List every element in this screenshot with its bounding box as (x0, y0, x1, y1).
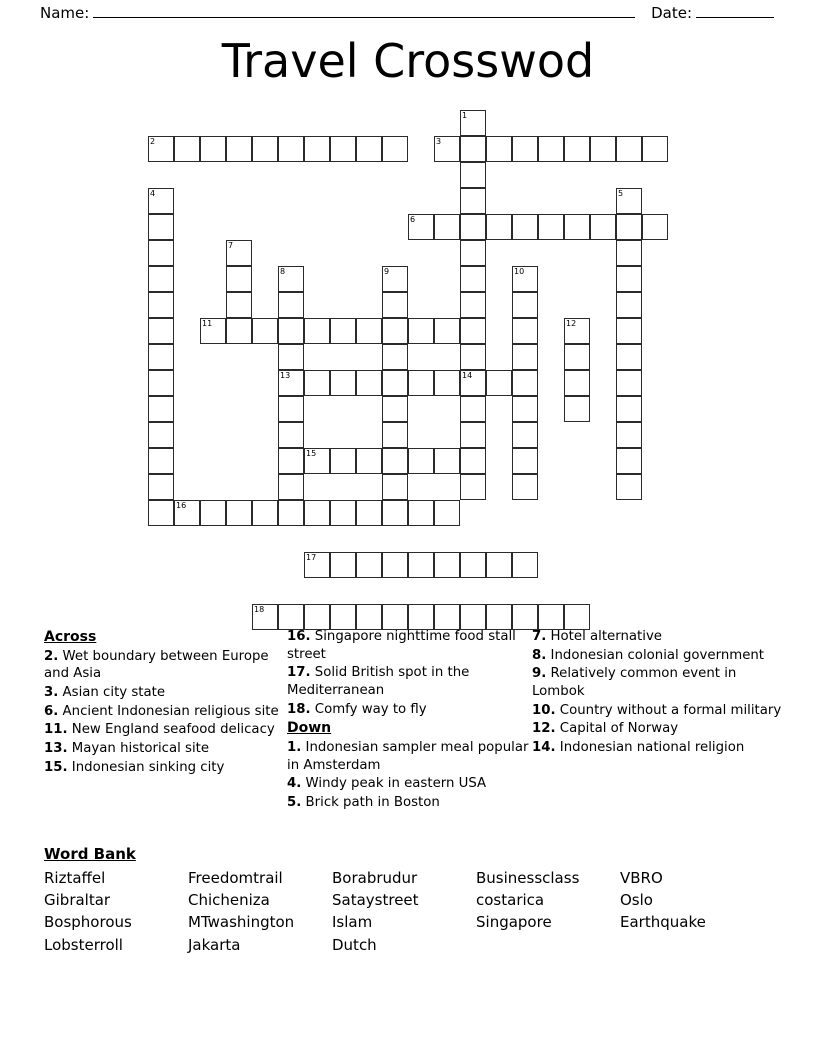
grid-cell[interactable] (304, 552, 330, 578)
grid-cell[interactable] (226, 292, 252, 318)
clue-item-text: Mayan historical site (67, 740, 210, 756)
clue-item-number: 4. (287, 776, 302, 792)
clue-number: 2 (150, 137, 156, 146)
grid-cell[interactable] (200, 500, 226, 526)
grid-cell[interactable] (382, 266, 408, 292)
grid-cell[interactable] (616, 318, 642, 344)
word-bank-grid (44, 867, 784, 956)
grid-cell[interactable] (148, 136, 174, 162)
grid-cell[interactable] (226, 136, 252, 162)
grid-cell[interactable] (226, 266, 252, 292)
word-bank-word[interactable]: Singapore (476, 913, 552, 932)
clue-item (44, 740, 289, 758)
grid-cell[interactable] (356, 552, 382, 578)
grid-cell[interactable] (278, 448, 304, 474)
grid-cell[interactable] (278, 266, 304, 292)
clue-item (287, 701, 532, 719)
grid-cell[interactable] (148, 292, 174, 318)
clue-item-number: 14. (532, 740, 556, 756)
grid-cell[interactable] (434, 500, 460, 526)
grid-cell[interactable] (330, 136, 356, 162)
grid-cell[interactable] (616, 292, 642, 318)
grid-cell[interactable] (434, 318, 460, 344)
clue-number: 11 (202, 319, 213, 328)
grid-cell[interactable] (512, 422, 538, 448)
clue-item (532, 665, 782, 700)
clue-number: 18 (254, 605, 265, 614)
word-bank-word[interactable]: costarica (476, 891, 545, 910)
clue-item-number: 5. (287, 794, 302, 810)
grid-cell[interactable] (330, 604, 356, 630)
clue-number: 12 (566, 319, 577, 328)
grid-cell[interactable] (642, 136, 668, 162)
grid-cell[interactable] (642, 214, 668, 240)
grid-cell[interactable] (278, 344, 304, 370)
grid-cell[interactable] (408, 214, 434, 240)
name-label: Name: (40, 4, 90, 22)
grid-cell[interactable] (278, 474, 304, 500)
grid-cell[interactable] (564, 370, 590, 396)
grid-cell[interactable] (616, 474, 642, 500)
clue-item-text: Singapore nighttime food stall street (287, 629, 516, 662)
grid-cell[interactable] (356, 136, 382, 162)
grid-cell[interactable] (460, 422, 486, 448)
grid-cell[interactable] (304, 136, 330, 162)
clue-item-text: Comfy way to fly (310, 701, 427, 717)
clue-item-number: 12. (532, 721, 556, 737)
clue-number: 6 (410, 215, 416, 224)
grid-cell[interactable] (434, 370, 460, 396)
clue-item (287, 794, 532, 812)
grid-cell[interactable] (512, 344, 538, 370)
clue-item-text: Indonesian colonial government (546, 647, 765, 663)
grid-cell[interactable] (382, 136, 408, 162)
word-bank-word[interactable]: Chicheniza (188, 891, 270, 910)
word-bank-word[interactable]: Bosphorous (44, 913, 132, 932)
grid-cell[interactable] (460, 318, 486, 344)
clue-column-1 (44, 628, 289, 777)
clue-item-text: Hotel alternative (546, 629, 662, 644)
grid-cell[interactable] (512, 474, 538, 500)
word-bank-word[interactable]: Sataystreet (332, 891, 419, 910)
grid-cell[interactable] (382, 396, 408, 422)
grid-cell[interactable] (148, 188, 174, 214)
clue-item (44, 648, 289, 683)
grid-cell[interactable] (382, 474, 408, 500)
grid-cell[interactable] (512, 396, 538, 422)
clue-number: 14 (462, 371, 473, 380)
grid-cell[interactable] (460, 370, 486, 396)
grid-cell[interactable] (226, 240, 252, 266)
grid-cell[interactable] (590, 214, 616, 240)
clue-number: 1 (462, 111, 468, 120)
grid-cell[interactable] (616, 136, 642, 162)
grid-cell[interactable] (200, 136, 226, 162)
grid-cell[interactable] (486, 552, 512, 578)
grid-cell[interactable] (512, 318, 538, 344)
clue-item-number: 16. (287, 629, 311, 644)
clue-item-text: New England seafood delicacy (67, 722, 275, 738)
grid-cell[interactable] (330, 500, 356, 526)
grid-cell[interactable] (434, 604, 460, 630)
grid-cell[interactable] (616, 422, 642, 448)
grid-cell[interactable] (512, 604, 538, 630)
grid-cell[interactable] (304, 448, 330, 474)
word-bank-word[interactable]: Jakarta (188, 935, 241, 954)
grid-cell[interactable] (564, 396, 590, 422)
grid-cell[interactable] (434, 136, 460, 162)
clue-item (44, 703, 289, 721)
grid-cell[interactable] (252, 500, 278, 526)
grid-cell[interactable] (486, 214, 512, 240)
grid-cell[interactable] (278, 318, 304, 344)
grid-cell[interactable] (330, 370, 356, 396)
clue-item-text: Capital of Norway (555, 721, 679, 737)
grid-cell[interactable] (382, 448, 408, 474)
clue-number: 4 (150, 189, 156, 198)
grid-cell[interactable] (304, 370, 330, 396)
clue-item (532, 720, 782, 738)
clue-number: 9 (384, 267, 390, 276)
grid-cell[interactable] (460, 292, 486, 318)
grid-cell[interactable] (616, 370, 642, 396)
clue-item-text: Relatively common event in Lombok (532, 666, 737, 700)
clue-item-number: 10. (532, 702, 556, 718)
grid-cell[interactable] (382, 500, 408, 526)
grid-cell[interactable] (564, 604, 590, 630)
grid-cell[interactable] (148, 266, 174, 292)
word-bank-word[interactable]: Freedomtrail (188, 869, 283, 887)
grid-cell[interactable] (382, 552, 408, 578)
grid-cell[interactable] (408, 500, 434, 526)
clue-item (44, 759, 289, 777)
grid-cell[interactable] (616, 240, 642, 266)
grid-cell[interactable] (356, 318, 382, 344)
clue-item (44, 684, 289, 702)
clue-item-number: 7. (532, 629, 547, 644)
grid-cell[interactable] (564, 318, 590, 344)
clue-section-heading: Down (287, 720, 332, 737)
word-bank-word[interactable]: MTwashington (188, 913, 295, 932)
grid-cell[interactable] (512, 136, 538, 162)
grid-cell[interactable] (356, 370, 382, 396)
clue-item (532, 739, 782, 757)
grid-cell[interactable] (408, 318, 434, 344)
grid-cell[interactable] (382, 344, 408, 370)
clue-item-number: 18. (287, 701, 311, 717)
grid-cell[interactable] (148, 448, 174, 474)
grid-cell[interactable] (538, 604, 564, 630)
grid-cell[interactable] (408, 552, 434, 578)
grid-cell[interactable] (512, 370, 538, 396)
word-bank-word[interactable]: Riztaffel (44, 869, 106, 887)
grid-cell[interactable] (382, 292, 408, 318)
grid-cell[interactable] (460, 396, 486, 422)
clue-item-text: Indonesian sampler meal popular in Amsterdam (287, 739, 529, 773)
word-bank-word[interactable]: Gibraltar (44, 891, 111, 910)
word-bank-word[interactable]: Lobsterroll (44, 935, 123, 954)
clue-item-text: Indonesian sinking city (67, 759, 225, 775)
word-bank-row (44, 889, 784, 911)
clue-item (287, 739, 532, 774)
grid-cell[interactable] (434, 552, 460, 578)
grid-cell[interactable] (460, 344, 486, 370)
word-bank-row (44, 934, 784, 956)
clue-column-3 (532, 628, 782, 758)
grid-cell[interactable] (382, 422, 408, 448)
grid-cell[interactable] (408, 370, 434, 396)
grid-cell[interactable] (356, 604, 382, 630)
clue-item-number: 6. (44, 703, 59, 719)
grid-cell[interactable] (616, 448, 642, 474)
grid-cell[interactable] (252, 318, 278, 344)
grid-cell[interactable] (486, 370, 512, 396)
grid-cell[interactable] (382, 318, 408, 344)
clue-item (287, 664, 532, 699)
clue-number: 13 (280, 371, 291, 380)
grid-cell[interactable] (512, 448, 538, 474)
grid-cell[interactable] (590, 136, 616, 162)
grid-cell[interactable] (616, 344, 642, 370)
grid-cell[interactable] (460, 474, 486, 500)
grid-cell[interactable] (460, 448, 486, 474)
word-bank-word[interactable]: VBRO (620, 869, 663, 887)
grid-cell[interactable] (616, 396, 642, 422)
grid-cell[interactable] (304, 500, 330, 526)
clue-item-text: Wet boundary between Europe and Asia (44, 648, 269, 682)
word-bank-empty (476, 934, 620, 956)
clue-item (532, 628, 782, 646)
grid-cell[interactable] (174, 500, 200, 526)
page-title: Travel Crosswod (221, 34, 595, 88)
grid-cell[interactable] (460, 266, 486, 292)
date-label: Date: (651, 4, 692, 22)
clue-item-text: Windy peak in eastern USA (301, 776, 487, 792)
grid-cell[interactable] (356, 500, 382, 526)
clue-item (287, 775, 532, 793)
clue-item (44, 721, 289, 739)
grid-cell[interactable] (564, 344, 590, 370)
grid-cell[interactable] (226, 318, 252, 344)
grid-cell[interactable] (434, 448, 460, 474)
grid-cell[interactable] (148, 500, 174, 526)
clue-item-number: 15. (44, 759, 68, 775)
grid-cell[interactable] (148, 474, 174, 500)
grid-cell[interactable] (148, 240, 174, 266)
grid-cell[interactable] (564, 214, 590, 240)
grid-cell[interactable] (304, 318, 330, 344)
clue-number: 15 (306, 449, 317, 458)
word-bank-word[interactable]: Oslo (620, 891, 653, 910)
grid-cell[interactable] (148, 344, 174, 370)
clue-item-number: 17. (287, 665, 311, 681)
grid-cell[interactable] (616, 266, 642, 292)
grid-cell[interactable] (278, 422, 304, 448)
grid-cell[interactable] (278, 370, 304, 396)
clue-item-number: 11. (44, 722, 68, 738)
grid-cell[interactable] (486, 136, 512, 162)
grid-cell[interactable] (460, 552, 486, 578)
word-bank-word[interactable]: Businessclass (476, 869, 580, 887)
word-bank-word[interactable]: Borabrudur (332, 869, 418, 887)
clue-number: 5 (618, 189, 624, 198)
grid-cell[interactable] (382, 604, 408, 630)
grid-cell[interactable] (174, 136, 200, 162)
word-bank-word[interactable]: Dutch (332, 935, 377, 954)
clue-item (532, 702, 782, 720)
grid-cell[interactable] (148, 422, 174, 448)
clue-item-number: 9. (532, 666, 547, 682)
grid-cell[interactable] (330, 448, 356, 474)
grid-cell[interactable] (200, 318, 226, 344)
grid-cell[interactable] (460, 136, 486, 162)
grid-cell[interactable] (148, 370, 174, 396)
grid-cell[interactable] (460, 162, 486, 188)
word-bank (44, 845, 784, 956)
grid-cell[interactable] (616, 214, 642, 240)
grid-cell[interactable] (330, 318, 356, 344)
clue-item-text: Asian city state (58, 684, 166, 700)
clue-item-number: 1. (287, 739, 302, 755)
grid-cell[interactable] (460, 604, 486, 630)
clue-number: 7 (228, 241, 234, 250)
clue-item-text: Country without a formal military (555, 702, 782, 718)
word-bank-row (44, 867, 784, 889)
grid-cell[interactable] (278, 500, 304, 526)
clue-section-heading: Across (44, 629, 97, 645)
grid-cell[interactable] (356, 448, 382, 474)
grid-cell[interactable] (538, 136, 564, 162)
grid-cell[interactable] (460, 214, 486, 240)
grid-cell[interactable] (148, 396, 174, 422)
grid-cell[interactable] (460, 188, 486, 214)
clue-item-number: 2. (44, 648, 59, 664)
clue-number: 10 (514, 267, 525, 276)
grid-cell[interactable] (252, 136, 278, 162)
word-bank-empty (620, 934, 764, 956)
grid-cell[interactable] (512, 266, 538, 292)
grid-cell[interactable] (278, 396, 304, 422)
clue-number: 16 (176, 501, 187, 510)
clue-item (532, 647, 782, 665)
clue-item-text: Brick path in Boston (301, 794, 440, 810)
clue-number: 3 (436, 137, 442, 146)
clue-number: 17 (306, 553, 317, 562)
word-bank-row (44, 911, 784, 933)
grid-cell[interactable] (226, 500, 252, 526)
grid-cell[interactable] (538, 214, 564, 240)
grid-cell[interactable] (512, 292, 538, 318)
grid-cell[interactable] (460, 240, 486, 266)
clue-column-2 (287, 628, 532, 813)
clue-item-text: Ancient Indonesian religious site (58, 703, 279, 719)
clue-item-number: 13. (44, 740, 68, 756)
grid-cell[interactable] (408, 448, 434, 474)
clue-number: 8 (280, 267, 286, 276)
grid-cell[interactable] (304, 604, 330, 630)
grid-cell[interactable] (616, 188, 642, 214)
grid-cell[interactable] (278, 136, 304, 162)
clue-item-text: Solid British spot in the Mediterranean (287, 665, 470, 699)
grid-cell[interactable] (460, 110, 486, 136)
grid-cell[interactable] (252, 604, 278, 630)
grid-cell[interactable] (408, 604, 434, 630)
word-bank-heading: Word Bank (44, 845, 136, 863)
grid-cell[interactable] (486, 604, 512, 630)
grid-cell[interactable] (278, 292, 304, 318)
grid-cell[interactable] (512, 552, 538, 578)
grid-cell[interactable] (564, 136, 590, 162)
grid-cell[interactable] (434, 214, 460, 240)
clue-item-text: Indonesian national religion (555, 740, 745, 756)
word-bank-word[interactable]: Earthquake (620, 913, 706, 932)
clue-item-number: 3. (44, 684, 59, 700)
grid-cell[interactable] (512, 214, 538, 240)
grid-cell[interactable] (148, 318, 174, 344)
grid-cell[interactable] (278, 604, 304, 630)
clue-item (287, 628, 532, 663)
grid-cell[interactable] (148, 214, 174, 240)
grid-cell[interactable] (330, 552, 356, 578)
clue-item-number: 8. (532, 647, 547, 663)
word-bank-word[interactable]: Islam (332, 913, 373, 932)
grid-cell[interactable] (382, 370, 408, 396)
